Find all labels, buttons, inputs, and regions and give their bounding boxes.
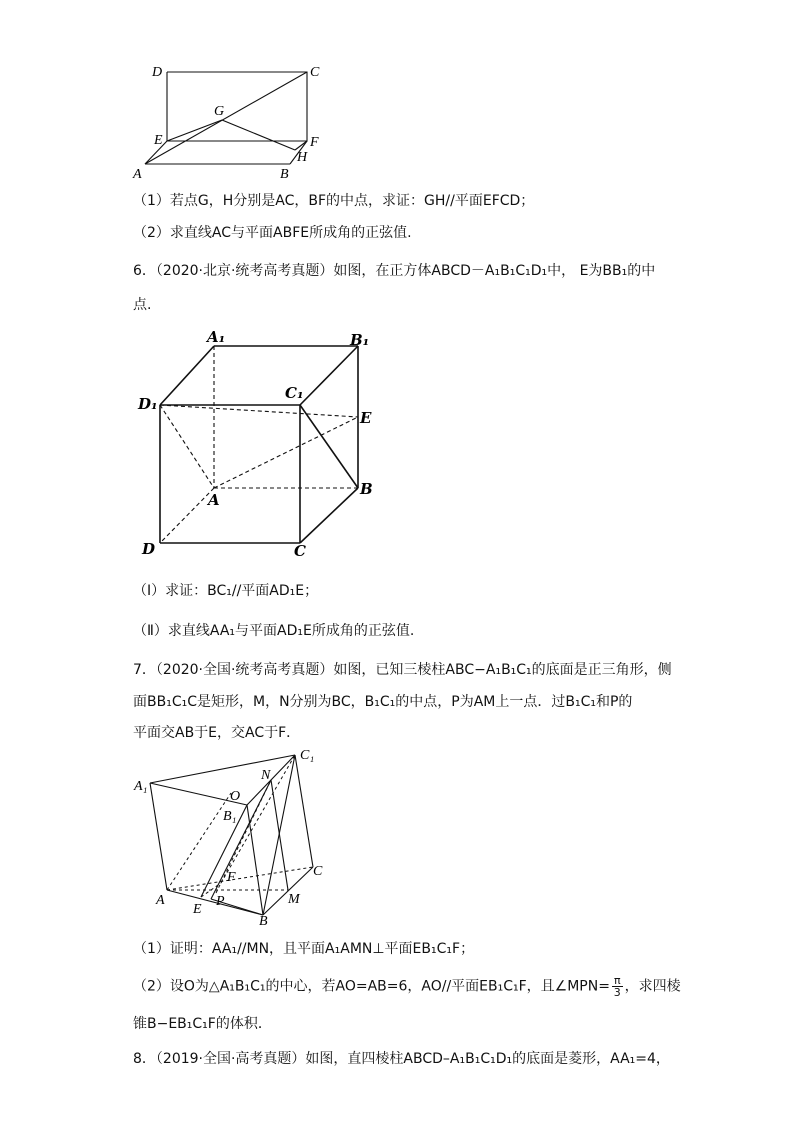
figure-prism-efcd	[130, 58, 330, 183]
label-A: A	[133, 167, 142, 182]
p5-question-2: （2）求直线AC与平面ABFE所成角的正弦值.	[133, 225, 412, 241]
p7-question-1: （1）证明：AA₁//MN，且平面A₁AMN⊥平面EB₁C₁F；	[133, 941, 475, 957]
fraction-numerator: π	[613, 974, 621, 987]
p6-question-2: （Ⅱ）求直线AA₁与平面AD₁E所成角的正弦值.	[133, 623, 415, 639]
p7-q2-text-a: （2）设O为△A₁B₁C₁的中心，若AO=AB=6，AO//平面EB₁C₁F，且∠MPN=	[133, 978, 610, 995]
label-E: E	[360, 409, 372, 427]
label-F: F	[310, 135, 319, 150]
label-B: B	[259, 914, 268, 925]
label-C: C	[294, 542, 306, 560]
label-D1: D₁	[138, 395, 158, 413]
label-A1: A₁	[207, 328, 226, 346]
label-M: M	[288, 892, 300, 907]
p5-question-1: （1）若点G，H分别是AC，BF的中点，求证：GH//平面EFCD；	[133, 193, 535, 209]
label-E: E	[154, 133, 163, 148]
p7-stem-line-3: 平面交AB于E，交AC于F．	[133, 725, 301, 741]
label-G: G	[214, 104, 225, 119]
figure-triangular-prism	[130, 745, 340, 925]
p8-stem-line-1: 8．（2019·全国·高考真题）如图，直四棱柱ABCD–A₁B₁C₁D₁的底面是菱形，AA₁=4，	[133, 1051, 670, 1067]
p7-question-2-line-2: 锥B−EB₁C₁F的体积．	[133, 1016, 272, 1032]
label-F: F	[227, 870, 236, 885]
label-B1: B₁	[223, 809, 237, 824]
p7-stem-line-1: 7．（2020·全国·统考高考真题）如图，已知三棱柱ABC−A₁B₁C₁的底面是正三角形，侧	[133, 662, 672, 678]
label-B1: B₁	[350, 331, 370, 349]
figure-cube	[130, 325, 380, 565]
p7-stem-line-2: 面BB₁C₁C是矩形，M，N分别为BC，B₁C₁的中点，P为AM上一点．过B₁C₁和P的	[133, 694, 633, 710]
label-E: E	[193, 902, 202, 917]
label-B: B	[360, 480, 373, 498]
p6-stem-line-1: 6．（2020·北京·统考高考真题）如图，在正方体ABCD－A₁B₁C₁D₁中， E为BB₁的中	[133, 263, 656, 279]
label-P: P	[216, 894, 225, 909]
label-O: O	[230, 789, 241, 804]
label-A: A	[208, 491, 220, 509]
label-N: N	[261, 768, 271, 783]
p6-stem-line-2: 点.	[133, 297, 152, 313]
fraction-denominator: 3	[613, 986, 621, 999]
fraction-pi-over-3	[612, 975, 623, 998]
p7-question-2-line-1	[133, 975, 681, 998]
p6-question-1: （Ⅰ）求证：BC₁//平面AD₁E；	[133, 583, 319, 599]
label-C1: C₁	[285, 384, 304, 402]
label-B: B	[280, 167, 289, 182]
label-D: D	[152, 65, 163, 80]
label-C: C	[310, 65, 320, 80]
label-D: D	[142, 540, 156, 558]
p7-q2-text-b: ，求四棱	[624, 978, 681, 995]
label-C1: C₁	[300, 748, 315, 763]
label-A: A	[156, 893, 165, 908]
label-H: H	[297, 150, 308, 165]
label-C: C	[313, 864, 323, 879]
label-A1: A₁	[134, 779, 148, 794]
